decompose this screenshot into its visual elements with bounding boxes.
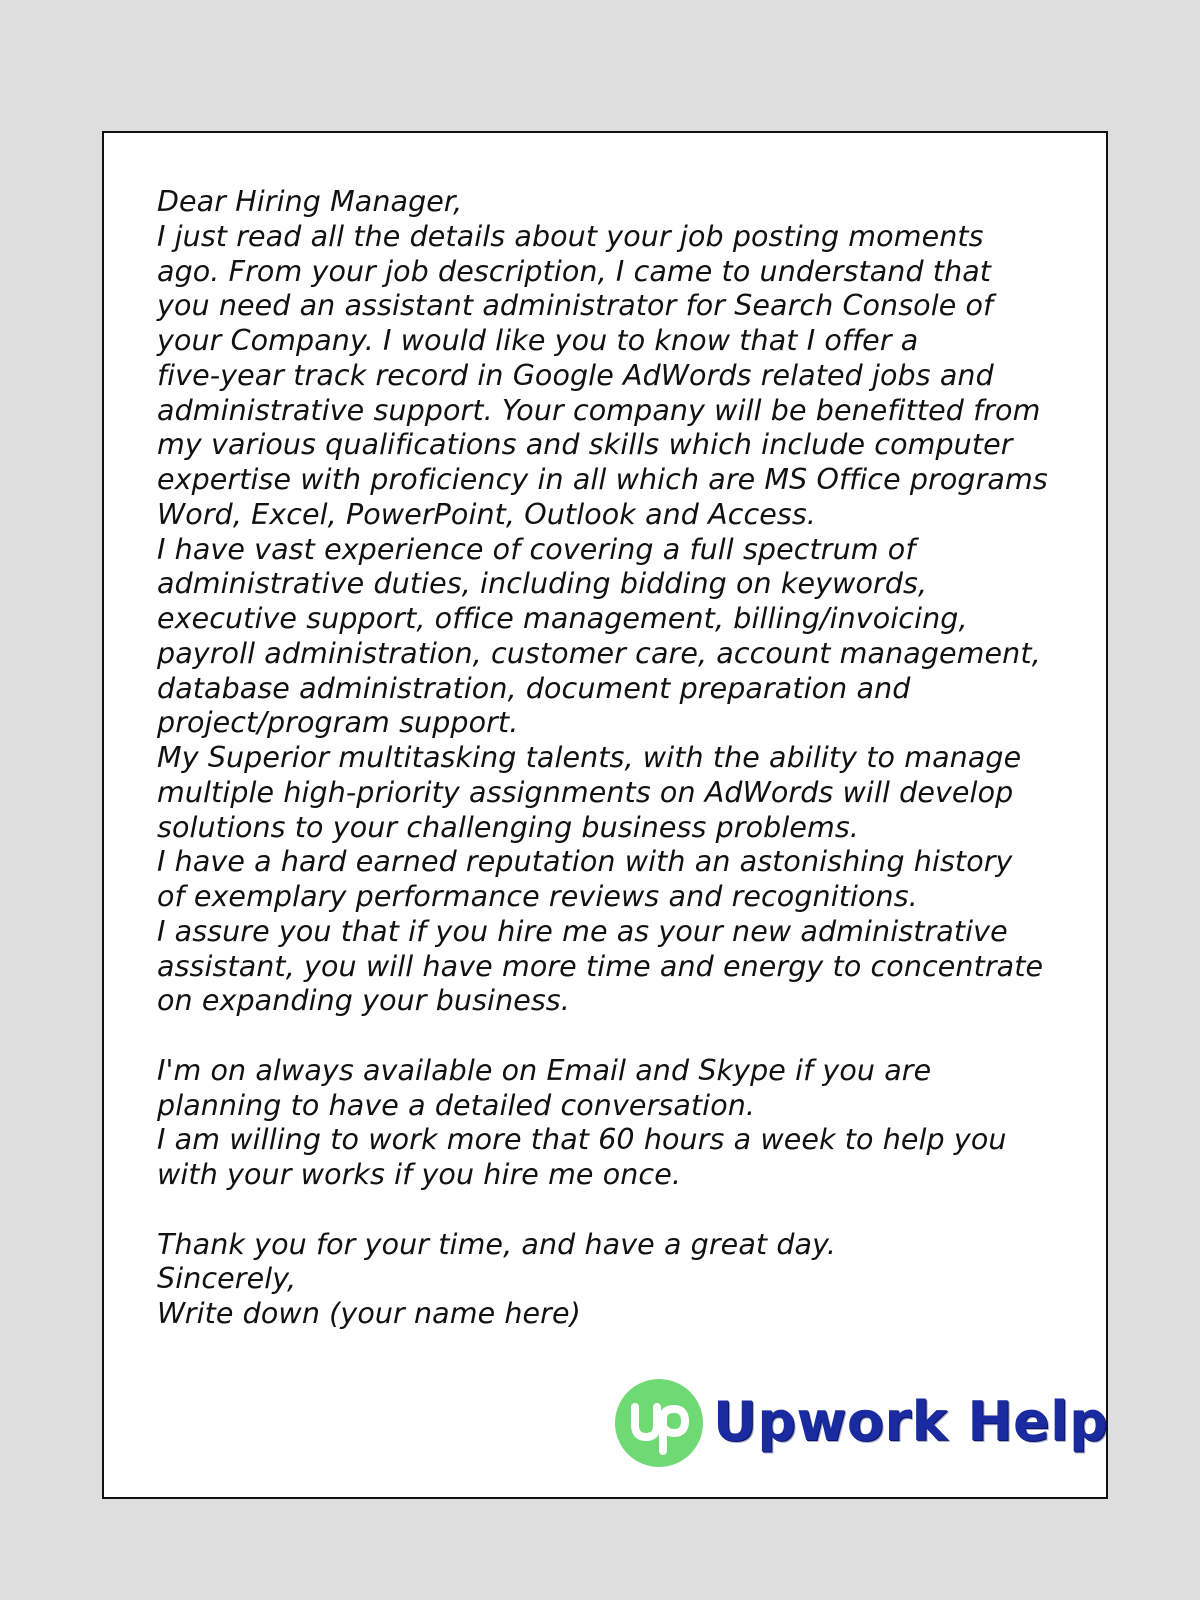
paragraph2-line: payroll administration, customer care, account management, xyxy=(157,636,1041,670)
paragraph5-line: I assure you that if you hire me as your new administrative xyxy=(157,914,1008,948)
paragraph3-line: solutions to your challenging business problems. xyxy=(157,810,859,844)
signoff: Sincerely, xyxy=(157,1262,297,1296)
salutation: Dear Hiring Manager, xyxy=(157,185,463,218)
paragraph3-line: My Superior multitasking talents, with the ability to manage xyxy=(157,741,1022,774)
paragraph1-line: administrative support. Your company will be benefitted from xyxy=(157,393,1041,427)
paragraph2-line: I have vast experience of covering a full spectrum of xyxy=(157,532,916,566)
paragraph6-line: I'm on always available on Email and Skype if you are xyxy=(157,1053,932,1087)
paragraph2-line: administrative duties, including bidding on keywords, xyxy=(157,567,928,601)
upwork-help-logo xyxy=(615,1379,1109,1469)
paragraph1-line: five-year track record in Google AdWords related jobs and xyxy=(157,358,994,392)
paragraph1-line: your Company. I would like you to know that I offer a xyxy=(157,324,919,357)
paragraph4-line: I have a hard earned reputation with an astonishing history xyxy=(157,845,1013,879)
paragraph-spacer xyxy=(157,1019,1087,1054)
paragraph5-line: assistant, you will have more time and energy to concentrate xyxy=(157,949,1044,983)
paragraph1-line: my various qualifications and skills which include computer xyxy=(157,428,1013,462)
paragraph3-line: multiple high-priority assignments on AdWords will develop xyxy=(157,775,1014,809)
paragraph-spacer xyxy=(157,1193,1087,1228)
paragraph1-line: I just read all the details about your job posting moments xyxy=(157,219,984,253)
paragraph7-line: with your works if you hire me once. xyxy=(157,1158,681,1191)
paragraph4-line: of exemplary performance reviews and recognitions. xyxy=(157,880,918,913)
brand-text: Upwork Help xyxy=(713,1390,1109,1453)
paragraph6-line: planning to have a detailed conversation. xyxy=(157,1088,756,1122)
paragraph7-line: I am willing to work more that 60 hours a week to help you xyxy=(157,1123,1007,1157)
paragraph1-line: you need an assistant administrator for Search Console of xyxy=(157,289,994,323)
paragraph1-line: Word, Excel, PowerPoint, Outlook and Access. xyxy=(157,497,816,531)
signature-placeholder: Write down (your name here) xyxy=(157,1297,581,1330)
paragraph2-line: project/program support. xyxy=(157,706,519,740)
paragraph2-line: executive support, office management, billing/invoicing, xyxy=(157,602,968,635)
paragraph5-line: on expanding your business. xyxy=(157,984,570,1018)
paragraph2-line: database administration, document preparation and xyxy=(157,671,911,705)
paragraph1-line: ago. From your job description, I came to understand that xyxy=(157,254,992,288)
closing-line: Thank you for your time, and have a great day. xyxy=(157,1227,836,1261)
upwork-up-icon xyxy=(615,1379,703,1467)
cover-letter-body xyxy=(157,185,1087,1332)
letter-page xyxy=(102,131,1108,1499)
paragraph1-line: expertise with proficiency in all which are MS Office programs xyxy=(157,463,1048,496)
